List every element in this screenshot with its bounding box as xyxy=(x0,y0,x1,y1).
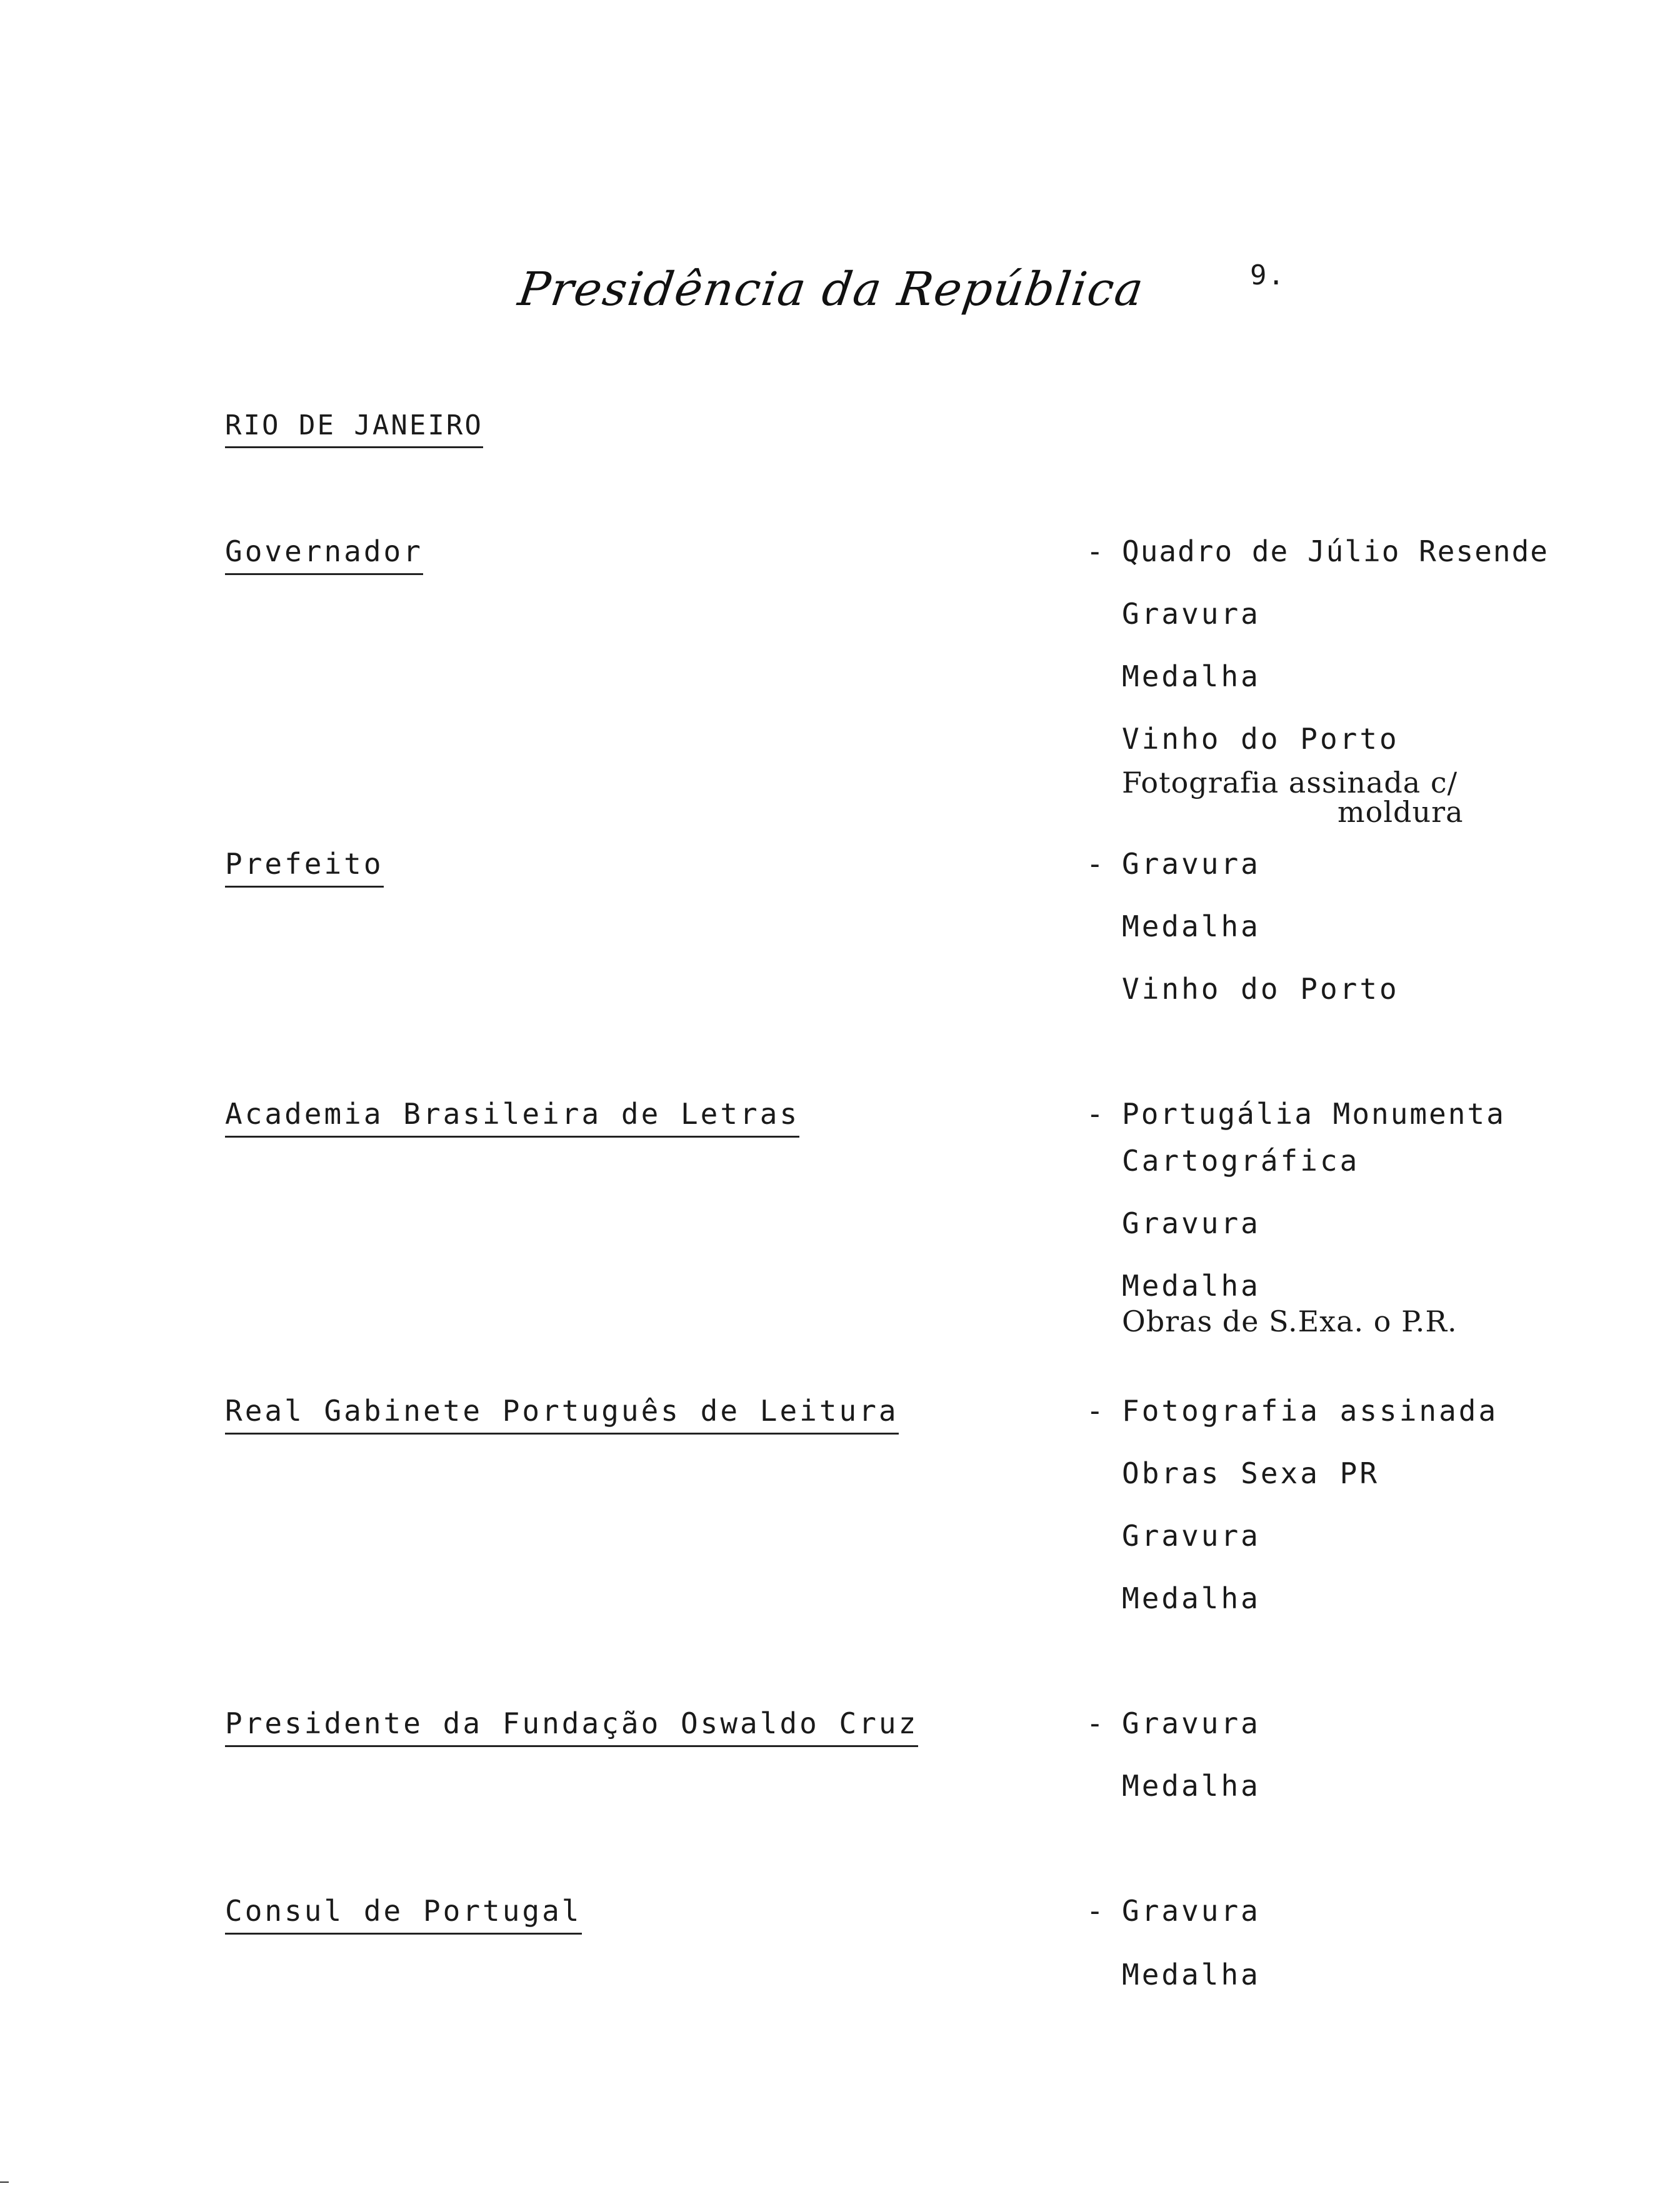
gift-item-continuation: moldura xyxy=(1338,795,1464,829)
gift-item: Vinho do Porto xyxy=(1122,972,1399,1006)
entity-real-gabinete: Real Gabinete Português de Leitura xyxy=(225,1394,899,1435)
gift-item: Medalha xyxy=(1122,1958,1261,1991)
gift-item: Medalha xyxy=(1122,1581,1261,1615)
gift-item: Obras de S.Exa. o P.R. xyxy=(1122,1305,1458,1338)
entity-consul-portugal: Consul de Portugal xyxy=(225,1894,582,1935)
city-heading: RIO DE JANEIRO xyxy=(225,409,483,448)
gift-item: Cartográfica xyxy=(1122,1144,1360,1178)
gift-item: Fotografia assinada c/ xyxy=(1122,766,1458,799)
gift-item: Gravura xyxy=(1122,847,1261,881)
gift-item: Medalha xyxy=(1122,1769,1261,1803)
gift-item: Medalha xyxy=(1122,659,1261,693)
gift-item: Portugália Monumenta xyxy=(1122,1097,1506,1131)
gift-item: Gravura xyxy=(1122,1706,1261,1740)
gift-item: Medalha xyxy=(1122,1269,1261,1303)
gift-item: Gravura xyxy=(1122,597,1261,631)
gift-item: Medalha xyxy=(1122,909,1261,943)
entity-prefeito: Prefeito xyxy=(225,847,384,888)
page-number: 9. xyxy=(1250,259,1286,291)
gift-item: Gravura xyxy=(1122,1206,1261,1240)
dash: - xyxy=(1086,1097,1104,1131)
dash: - xyxy=(1086,534,1104,568)
entity-fundacao-oswaldo-cruz: Presidente da Fundação Oswaldo Cruz xyxy=(225,1706,918,1747)
dash: - xyxy=(1086,1394,1104,1428)
dash: - xyxy=(1086,847,1104,881)
dash: - xyxy=(1086,1894,1104,1928)
gift-item: Gravura xyxy=(1122,1519,1261,1553)
scan-mark xyxy=(0,2181,9,2183)
entity-academia-brasileira: Academia Brasileira de Letras xyxy=(225,1097,799,1138)
gift-item: Vinho do Porto xyxy=(1122,722,1399,756)
gift-item: Obras Sexa PR xyxy=(1122,1456,1380,1490)
gift-item: Gravura xyxy=(1122,1894,1261,1928)
letterhead: Presidência da República xyxy=(514,263,1148,316)
entity-governador: Governador xyxy=(225,534,423,575)
gift-item: Fotografia assinada xyxy=(1122,1394,1499,1428)
dash: - xyxy=(1086,1706,1104,1740)
gift-item: Quadro de Júlio Resende xyxy=(1122,534,1549,568)
